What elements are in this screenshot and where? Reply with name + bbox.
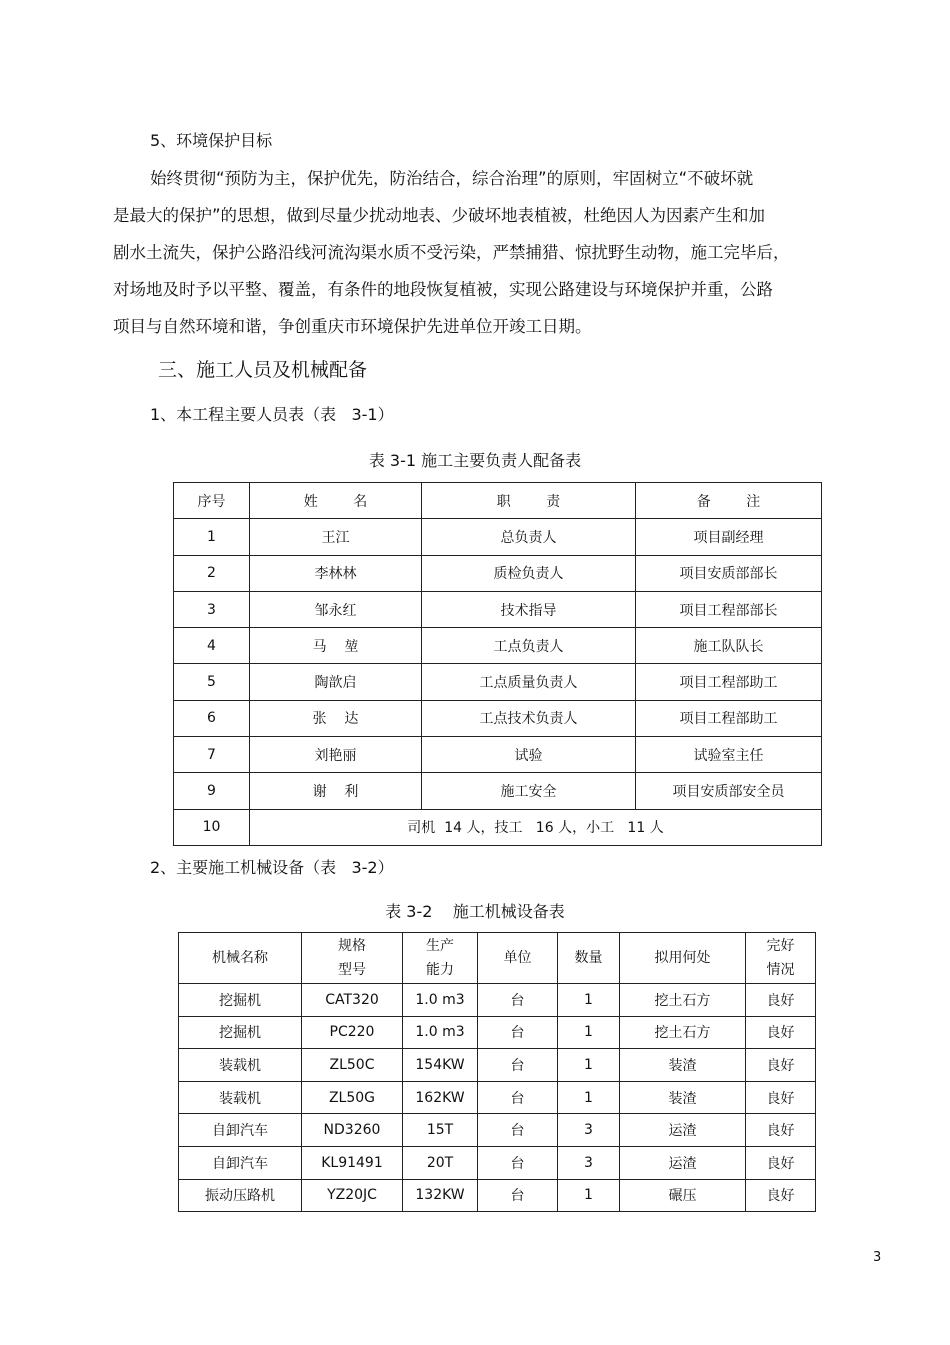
table-cell: 台 (478, 1179, 558, 1212)
table-cell: 碾压 (620, 1179, 746, 1212)
header-line: 单位 (503, 950, 532, 966)
table-header-row (179, 933, 816, 984)
header-cell: 姓 名 (250, 483, 422, 519)
table-cell: 谢 利 (250, 773, 422, 809)
table-cell: 工点质量负责人 (422, 664, 636, 700)
table-header-row (174, 483, 822, 519)
header-cell: 备 注 (636, 483, 822, 519)
paragraph-line: 对场地及时予以平整、覆盖，有条件的地段恢复植被，实现公路建设与环境保护并重，公路 (113, 280, 773, 299)
table-cell: 技术指导 (422, 591, 636, 627)
table-cell: 2 (174, 555, 250, 591)
table-cell: 台 (478, 1081, 558, 1114)
table-cell: 1 (558, 1016, 620, 1049)
table-cell: 3 (558, 1146, 620, 1179)
table-cell: 质检负责人 (422, 555, 636, 591)
table-cell: 台 (478, 1016, 558, 1049)
table-cell: 工点负责人 (422, 628, 636, 664)
personnel-subheading: 1、本工程主要人员表（表 3-1） (150, 405, 394, 424)
table-cell: 良好 (746, 984, 816, 1017)
page-number: 3 (873, 1250, 882, 1265)
machinery-subheading: 2、主要施工机械设备（表 3-2） (150, 858, 394, 877)
table-cell: 自卸汽车 (179, 1146, 302, 1179)
personnel-table (173, 482, 822, 846)
table-cell: 1.0 m3 (403, 984, 478, 1017)
table-cell: 3 (174, 591, 250, 627)
table-cell: 154KW (403, 1049, 478, 1082)
table-cell: 运渣 (620, 1114, 746, 1147)
table-cell: 邹永红 (250, 591, 422, 627)
header-cell (302, 933, 403, 984)
table-cell: 良好 (746, 1016, 816, 1049)
table-3-2-caption: 表 3-2 施工机械设备表 (385, 902, 565, 921)
header-cell (403, 933, 478, 984)
header-line: 数量 (574, 950, 603, 966)
table-cell: KL91491 (302, 1146, 403, 1179)
header-line: 完好 (766, 938, 795, 954)
table-cell: 张 达 (250, 700, 422, 736)
header-cell (179, 933, 302, 984)
table-cell: 挖土石方 (620, 1016, 746, 1049)
table-cell: 7 (174, 737, 250, 773)
table-cell: 1 (558, 1049, 620, 1082)
table-cell: 1 (558, 1179, 620, 1212)
table-cell: 试验 (422, 737, 636, 773)
environment-paragraph (113, 160, 833, 345)
table-row (179, 1016, 816, 1049)
header-line: 拟用何处 (654, 950, 711, 966)
header-cell (558, 933, 620, 984)
table-cell: YZ20JC (302, 1179, 403, 1212)
paragraph-line: 是最大的保护”的思想，做到尽量少扰动地表、少破坏地表植被，杜绝因人为因素产生和加 (113, 206, 766, 225)
table-cell: 项目工程部助工 (636, 664, 822, 700)
staff-summary-cell: 司机 14 人，技工 16 人，小工 11 人 (250, 809, 822, 845)
table-cell: 9 (174, 773, 250, 809)
table-cell: 良好 (746, 1146, 816, 1179)
table-cell: 10 (174, 809, 250, 845)
table-row (179, 1146, 816, 1179)
paragraph-line: 始终贯彻“预防为主，保护优先，防治结合，综合治理”的原则，牢固树立“不破坏就 (150, 169, 754, 188)
table-cell: 王江 (250, 519, 422, 555)
table-cell: ND3260 (302, 1114, 403, 1147)
header-line: 情况 (766, 962, 795, 978)
table-cell: 项目安质部部长 (636, 555, 822, 591)
header-cell (478, 933, 558, 984)
table-cell: 施工队队长 (636, 628, 822, 664)
header-cell (746, 933, 816, 984)
table-row (174, 737, 822, 773)
table-cell: 工点技术负责人 (422, 700, 636, 736)
table-row (179, 1114, 816, 1147)
table-row (174, 809, 822, 845)
table-cell: 台 (478, 1049, 558, 1082)
table-cell: 挖掘机 (179, 1016, 302, 1049)
table-row (179, 1179, 816, 1212)
table-row (174, 773, 822, 809)
table-cell: 1 (558, 984, 620, 1017)
table-cell: 项目安质部安全员 (636, 773, 822, 809)
table-cell: 1.0 m3 (403, 1016, 478, 1049)
table-cell: 项目工程部部长 (636, 591, 822, 627)
table-cell: 挖土石方 (620, 984, 746, 1017)
table-cell: 良好 (746, 1049, 816, 1082)
header-line: 规格 (338, 938, 366, 954)
table-cell: 挖掘机 (179, 984, 302, 1017)
table-row (174, 628, 822, 664)
header-cell: 职 责 (422, 483, 636, 519)
table-cell: 良好 (746, 1081, 816, 1114)
table-cell: 3 (558, 1114, 620, 1147)
table-cell: 项目副经理 (636, 519, 822, 555)
header-line: 型号 (338, 962, 366, 978)
table-row (174, 591, 822, 627)
table-row (174, 664, 822, 700)
table-cell: 6 (174, 700, 250, 736)
table-cell: 台 (478, 1146, 558, 1179)
header-line: 生产 (426, 938, 454, 954)
table-cell: 4 (174, 628, 250, 664)
table-cell: ZL50G (302, 1081, 403, 1114)
table-row (179, 1081, 816, 1114)
table-row (179, 1049, 816, 1082)
table-cell: PC220 (302, 1016, 403, 1049)
table-3-1-caption: 表 3-1 施工主要负责人配备表 (368, 451, 582, 470)
table-cell: 1 (558, 1081, 620, 1114)
table-cell: 项目工程部助工 (636, 700, 822, 736)
table-cell: 振动压路机 (179, 1179, 302, 1212)
table-cell: 刘艳丽 (250, 737, 422, 773)
table-row (174, 700, 822, 736)
paragraph-line: 剧水土流失，保护公路沿线河流沟渠水质不受污染，严禁捕猎、惊扰野生动物，施工完毕后， (113, 243, 790, 262)
header-line: 能力 (426, 962, 454, 978)
table-cell: 1 (174, 519, 250, 555)
section-3-heading: 三、施工人员及机械配备 (158, 359, 368, 381)
table-cell: 装载机 (179, 1081, 302, 1114)
header-cell: 序号 (174, 483, 250, 519)
table-cell: 总负责人 (422, 519, 636, 555)
table-cell: 陶歆启 (250, 664, 422, 700)
table-cell: 马 堃 (250, 628, 422, 664)
table-cell: 装渣 (620, 1049, 746, 1082)
machinery-table (178, 932, 816, 1212)
section-5-heading: 5、环境保护目标 (150, 131, 273, 150)
header-line: 机械名称 (212, 950, 268, 966)
table-cell: 台 (478, 984, 558, 1017)
header-cell (620, 933, 746, 984)
table-cell: 装载机 (179, 1049, 302, 1082)
table-cell: 施工安全 (422, 773, 636, 809)
table-cell: ZL50C (302, 1049, 403, 1082)
table-cell: 15T (403, 1114, 478, 1147)
table-cell: 良好 (746, 1114, 816, 1147)
table-cell: 李林林 (250, 555, 422, 591)
table-cell: 运渣 (620, 1146, 746, 1179)
table-cell: 132KW (403, 1179, 478, 1212)
table-cell: 162KW (403, 1081, 478, 1114)
table-cell: 台 (478, 1114, 558, 1147)
table-cell: 装渣 (620, 1081, 746, 1114)
table-cell: 20T (403, 1146, 478, 1179)
table-cell: 5 (174, 664, 250, 700)
table-row (174, 519, 822, 555)
table-cell: 自卸汽车 (179, 1114, 302, 1147)
table-cell: 良好 (746, 1179, 816, 1212)
table-row (179, 984, 816, 1017)
table-cell: CAT320 (302, 984, 403, 1017)
table-cell: 试验室主任 (636, 737, 822, 773)
table-row (174, 555, 822, 591)
paragraph-line: 项目与自然环境和谐，争创重庆市环境保护先进单位开竣工日期。 (113, 317, 592, 336)
